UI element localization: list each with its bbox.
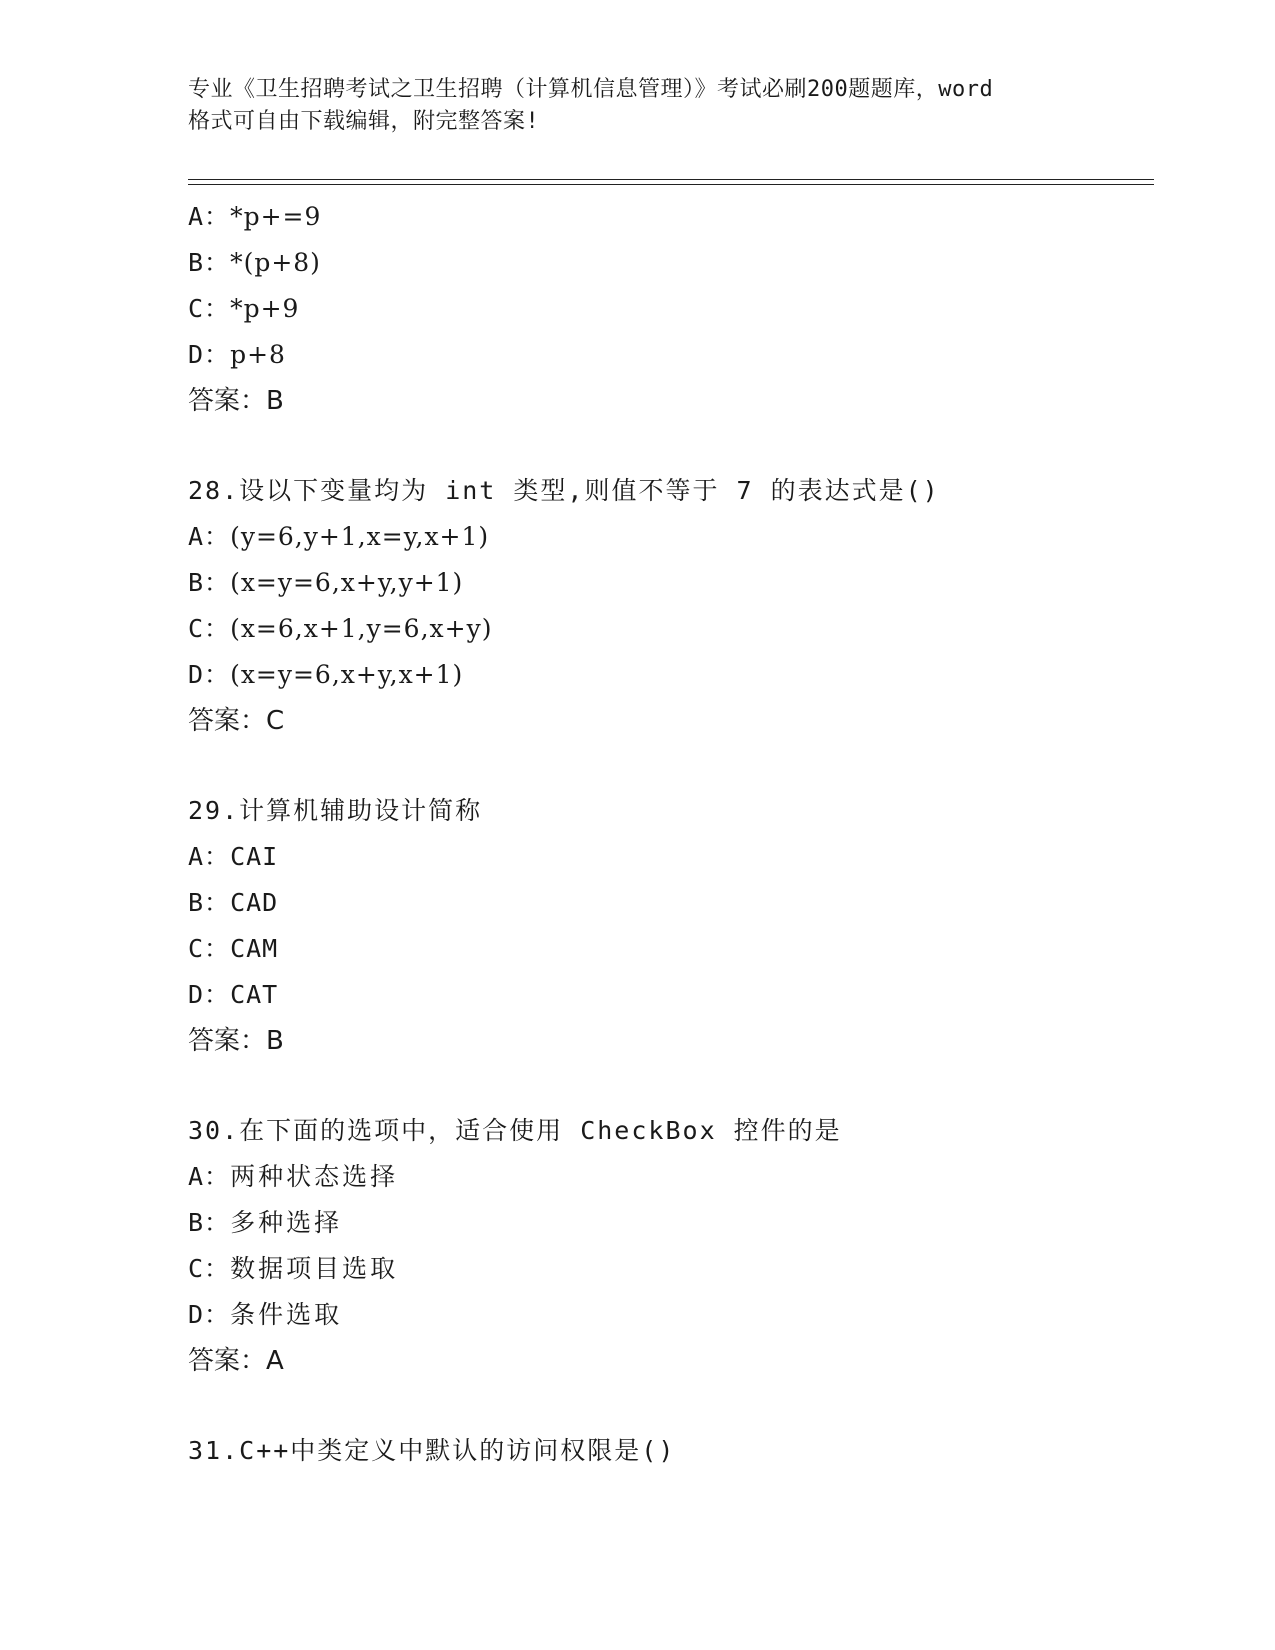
option-a [188,194,1154,240]
option-value: CAT [230,980,279,1009]
option-value: (y=6,y+1,x=y,x+1) [230,522,490,551]
question-title: 31.C++中类定义中默认的访问权限是() [188,1436,676,1465]
option-value: (x=y=6,x+y,x+1) [230,660,464,689]
option-value: 数据项目选取 [230,1254,399,1283]
option-label: A： [188,522,231,551]
option-d [188,652,1154,698]
option-label: A： [188,1162,231,1191]
question-title: 28.设以下变量均为 int 类型,则值不等于 7 的表达式是() [188,476,940,505]
option-d [188,1292,1154,1338]
option-label: C： [188,294,231,323]
answer: 答案：B [188,1026,284,1056]
question-30 [188,1108,1154,1384]
option-b [188,240,1154,286]
answer: 答案：C [188,706,285,736]
option-b [188,1200,1154,1246]
option-value: *p+=9 [230,202,322,231]
option-label: A： [188,202,231,231]
option-value: 多种选择 [230,1208,343,1237]
option-label: C： [188,1254,231,1283]
header-divider-bottom [188,184,1154,185]
option-label: C： [188,934,231,963]
option-label: A： [188,842,231,871]
option-c [188,926,1154,972]
option-value: 两种状态选择 [230,1162,399,1191]
header-line-2: 格式可自由下载编辑，附完整答案! [188,109,540,134]
option-a [188,834,1154,880]
question-28 [188,468,1154,744]
option-label: B： [188,1208,231,1237]
option-c [188,1246,1154,1292]
option-value: (x=y=6,x+y,y+1) [230,568,464,597]
option-label: D： [188,1300,231,1329]
option-value: (x=6,x+1,y=6,x+y) [230,614,493,643]
question-list [188,194,1154,1474]
option-value: p+8 [230,340,286,369]
question-27 [188,194,1154,424]
option-label: D： [188,660,231,689]
option-d [188,972,1154,1018]
option-label: B： [188,248,231,277]
option-value: 条件选取 [230,1300,343,1329]
option-b [188,880,1154,926]
option-d [188,332,1154,378]
option-label: C： [188,614,231,643]
option-value: CAI [230,842,279,871]
question-31 [188,1428,1154,1474]
option-value: *p+9 [230,294,300,323]
option-b [188,560,1154,606]
question-29 [188,788,1154,1064]
option-value: *(p+8) [230,248,321,277]
question-title: 29.计算机辅助设计简称 [188,796,483,825]
option-a [188,1154,1154,1200]
option-a [188,514,1154,560]
header-divider-top [188,179,1154,180]
option-c [188,286,1154,332]
header-line-1: 专业《卫生招聘考试之卫生招聘（计算机信息管理）》考试必刷200题题库，word [188,77,994,102]
document-header [188,74,1088,138]
option-value: CAD [230,888,279,917]
option-label: D： [188,980,231,1009]
option-value: CAM [230,934,279,963]
option-label: B： [188,888,231,917]
option-label: B： [188,568,231,597]
answer: 答案：A [188,1346,284,1376]
option-c [188,606,1154,652]
answer: 答案：B [188,386,284,416]
option-label: D： [188,340,231,369]
question-title: 30.在下面的选项中，适合使用 CheckBox 控件的是 [188,1116,842,1145]
